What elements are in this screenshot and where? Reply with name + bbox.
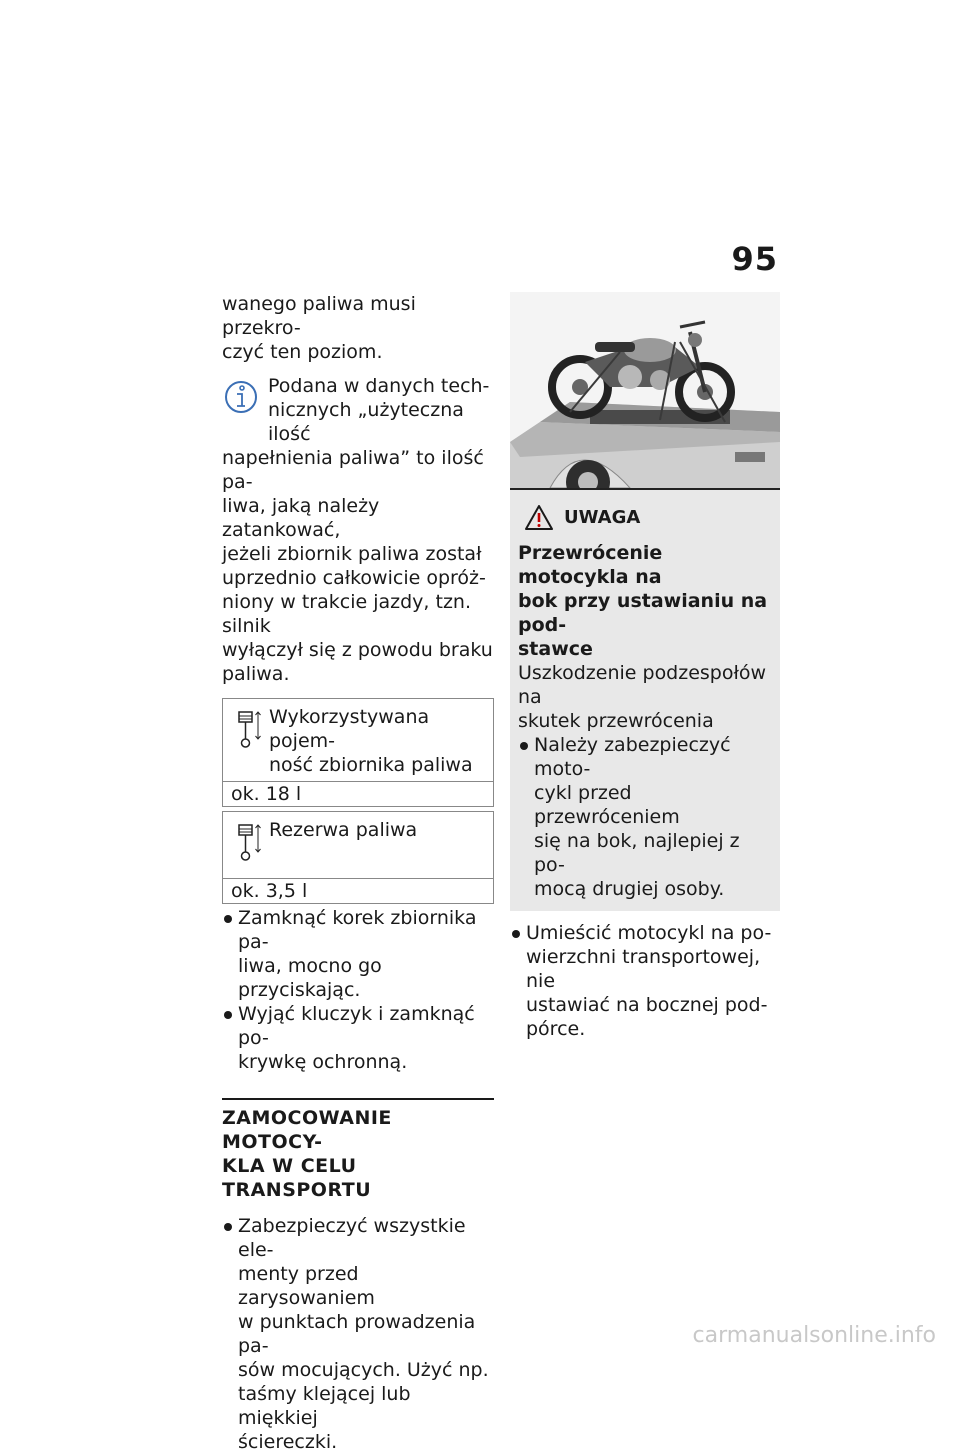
spec-fuel-reserve [222,811,494,904]
bullet-list [510,921,780,1041]
page-number: 95 [731,240,778,278]
section-title: ZAMOCOWANIE MOTOCY- KLA W CELU TRANSPORTU [222,1098,494,1202]
spec-value: ok. 18 l [223,781,493,806]
spec-fuel-capacity [222,698,494,807]
warning-bullet-list [518,733,770,901]
section-bullet-list [222,1214,494,1454]
warning-title: Przewrócenie motocykla na bok przy ustawianiu na pod- stawce [518,542,768,660]
warning-body: Uszkodzenie podzespołów na skutek przewrócenia [518,662,767,732]
intro-text: wanego paliwa musi przekro- czyć ten poziom. [222,293,416,363]
right-column [510,292,780,1041]
motorcycle-on-trailer-photo [510,292,780,488]
warning-header [518,504,770,531]
info-text: Podana w danych tech- nicznych „użyteczna ilość napełnienia paliwa” to ilość pa- liwa, jaką należy zatankować, jeżeli zbiornik paliwa został uprzednio całkowicie opróż- niony w trakcie jazdy, tzn. silnik wyłączył się z powodu braku paliwa. [222,375,493,685]
list-item: Zabezpieczyć wszystkie ele- menty przed zarysowaniem w punktach prowadzenia pa- sów mocujących. Użyć np. taśmy klejącej lub miękkiej ściereczki. [222,1214,494,1454]
info-note [222,374,494,686]
warning-label: UWAGA [564,506,641,528]
list-item: Wyjąć kluczyk i zamknąć po- krywkę ochronną. [222,1002,494,1074]
list-item: Należy zabezpieczyć moto- cykl przed przewróceniem się na bok, najlepiej z po- mocą drugiej osoby. [518,733,770,901]
engine-spec-icon [235,709,263,751]
list-item: Zamknąć korek zbiornika pa- liwa, mocno go przyciskając. [222,906,494,1002]
warning-triangle-icon [524,504,554,531]
spec-value: ok. 3,5 l [223,878,493,903]
left-column [222,292,494,1454]
bullet-list [222,906,494,1074]
watermark: carmanualsonline.info [692,1323,936,1348]
spec-head: Rezerwa paliwa [223,812,493,878]
list-item: Umieścić motocykl na po- wierzchni transportowej, nie ustawiać na bocznej pod- pórce. [510,921,780,1041]
warning-box [510,490,780,911]
engine-spec-icon [235,822,263,864]
spec-head: Wykorzystywana pojem- ność zbiornika paliwa [223,699,493,781]
info-icon [224,378,258,416]
